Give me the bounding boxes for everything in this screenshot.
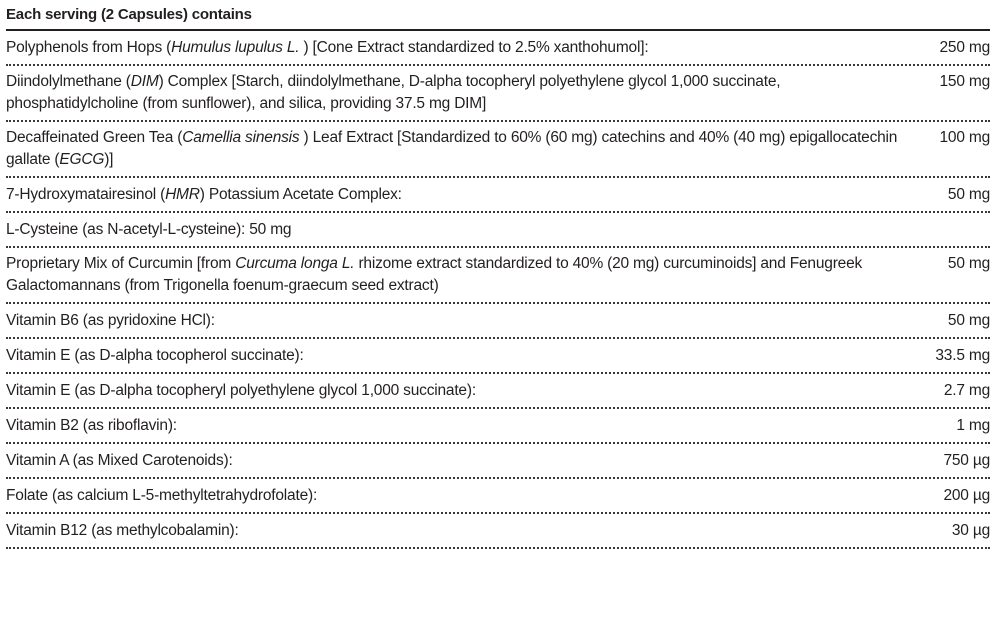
ingredient-amount: 1 mg: [956, 417, 990, 434]
ingredient-amount: 50 mg: [947, 312, 990, 329]
ingredient-row: [6, 213, 990, 248]
ingredient-description: Vitamin B12 (as methylcobalamin):: [6, 522, 239, 539]
ingredient-row: [6, 304, 990, 339]
ingredient-row: [6, 339, 990, 374]
serving-header-title: Each serving (2 Capsules) contains: [6, 6, 252, 23]
ingredient-amount: 200 µg: [943, 487, 990, 504]
ingredient-description: Vitamin B6 (as pyridoxine HCl):: [6, 312, 215, 329]
ingredient-amount: 100 mg: [939, 129, 990, 146]
ingredient-amount: 250 mg: [939, 39, 990, 56]
ingredient-description: Diindolylmethane (DIM) Complex [Starch, diindolylmethane, D-alpha tocopheryl polyethylene glycol 1,000 succinate, phosphatidylcholine (from sunflower), and silica, providing 37.5 mg DIM]: [6, 73, 781, 112]
ingredient-row: [6, 248, 990, 304]
ingredient-amount: 50 mg: [947, 255, 990, 272]
ingredient-row: [6, 31, 990, 66]
ingredient-description: 7-Hydroxymatairesinol (HMR) Potassium Acetate Complex:: [6, 186, 402, 203]
ingredient-amount: 750 µg: [943, 452, 990, 469]
ingredient-description: Vitamin E (as D-alpha tocopheryl polyethylene glycol 1,000 succinate):: [6, 382, 476, 399]
ingredient-row: [6, 514, 990, 549]
ingredient-amount: 30 µg: [951, 522, 990, 539]
ingredient-amount: 150 mg: [939, 73, 990, 90]
ingredient-description: Decaffeinated Green Tea (Camellia sinensis ) Leaf Extract [Standardized to 60% (60 mg) catechins and 40% (40 mg) epigallocatechin gallate (EGCG)]: [6, 129, 898, 168]
ingredient-description: Vitamin A (as Mixed Carotenoids):: [6, 452, 233, 469]
ingredient-row: [6, 66, 990, 122]
ingredient-description: Polyphenols from Hops (Humulus lupulus L. ) [Cone Extract standardized to 2.5% xanthohumol]:: [6, 39, 649, 56]
ingredient-row: [6, 374, 990, 409]
ingredient-description: Vitamin B2 (as riboflavin):: [6, 417, 177, 434]
ingredient-description: Folate (as calcium L-5-methyltetrahydrofolate):: [6, 487, 318, 504]
ingredient-row: [6, 409, 990, 444]
serving-header: [6, 0, 990, 31]
ingredient-row: [6, 178, 990, 213]
ingredient-amount: 33.5 mg: [935, 347, 990, 364]
ingredient-amount: 50 mg: [947, 186, 990, 203]
ingredient-row: [6, 122, 990, 178]
ingredient-row: [6, 444, 990, 479]
ingredient-row: [6, 479, 990, 514]
ingredient-description: L-Cysteine (as N-acetyl-L-cysteine): 50 mg: [6, 221, 292, 238]
ingredient-description: Proprietary Mix of Curcumin [from Curcuma longa L. rhizome extract standardized to 40% (20 mg) curcuminoids] and Fenugreek Galactomannans (from Trigonella foenum-graecum seed extract): [6, 255, 863, 294]
ingredient-amount: 2.7 mg: [943, 382, 990, 399]
ingredient-description: Vitamin E (as D-alpha tocopherol succinate):: [6, 347, 304, 364]
